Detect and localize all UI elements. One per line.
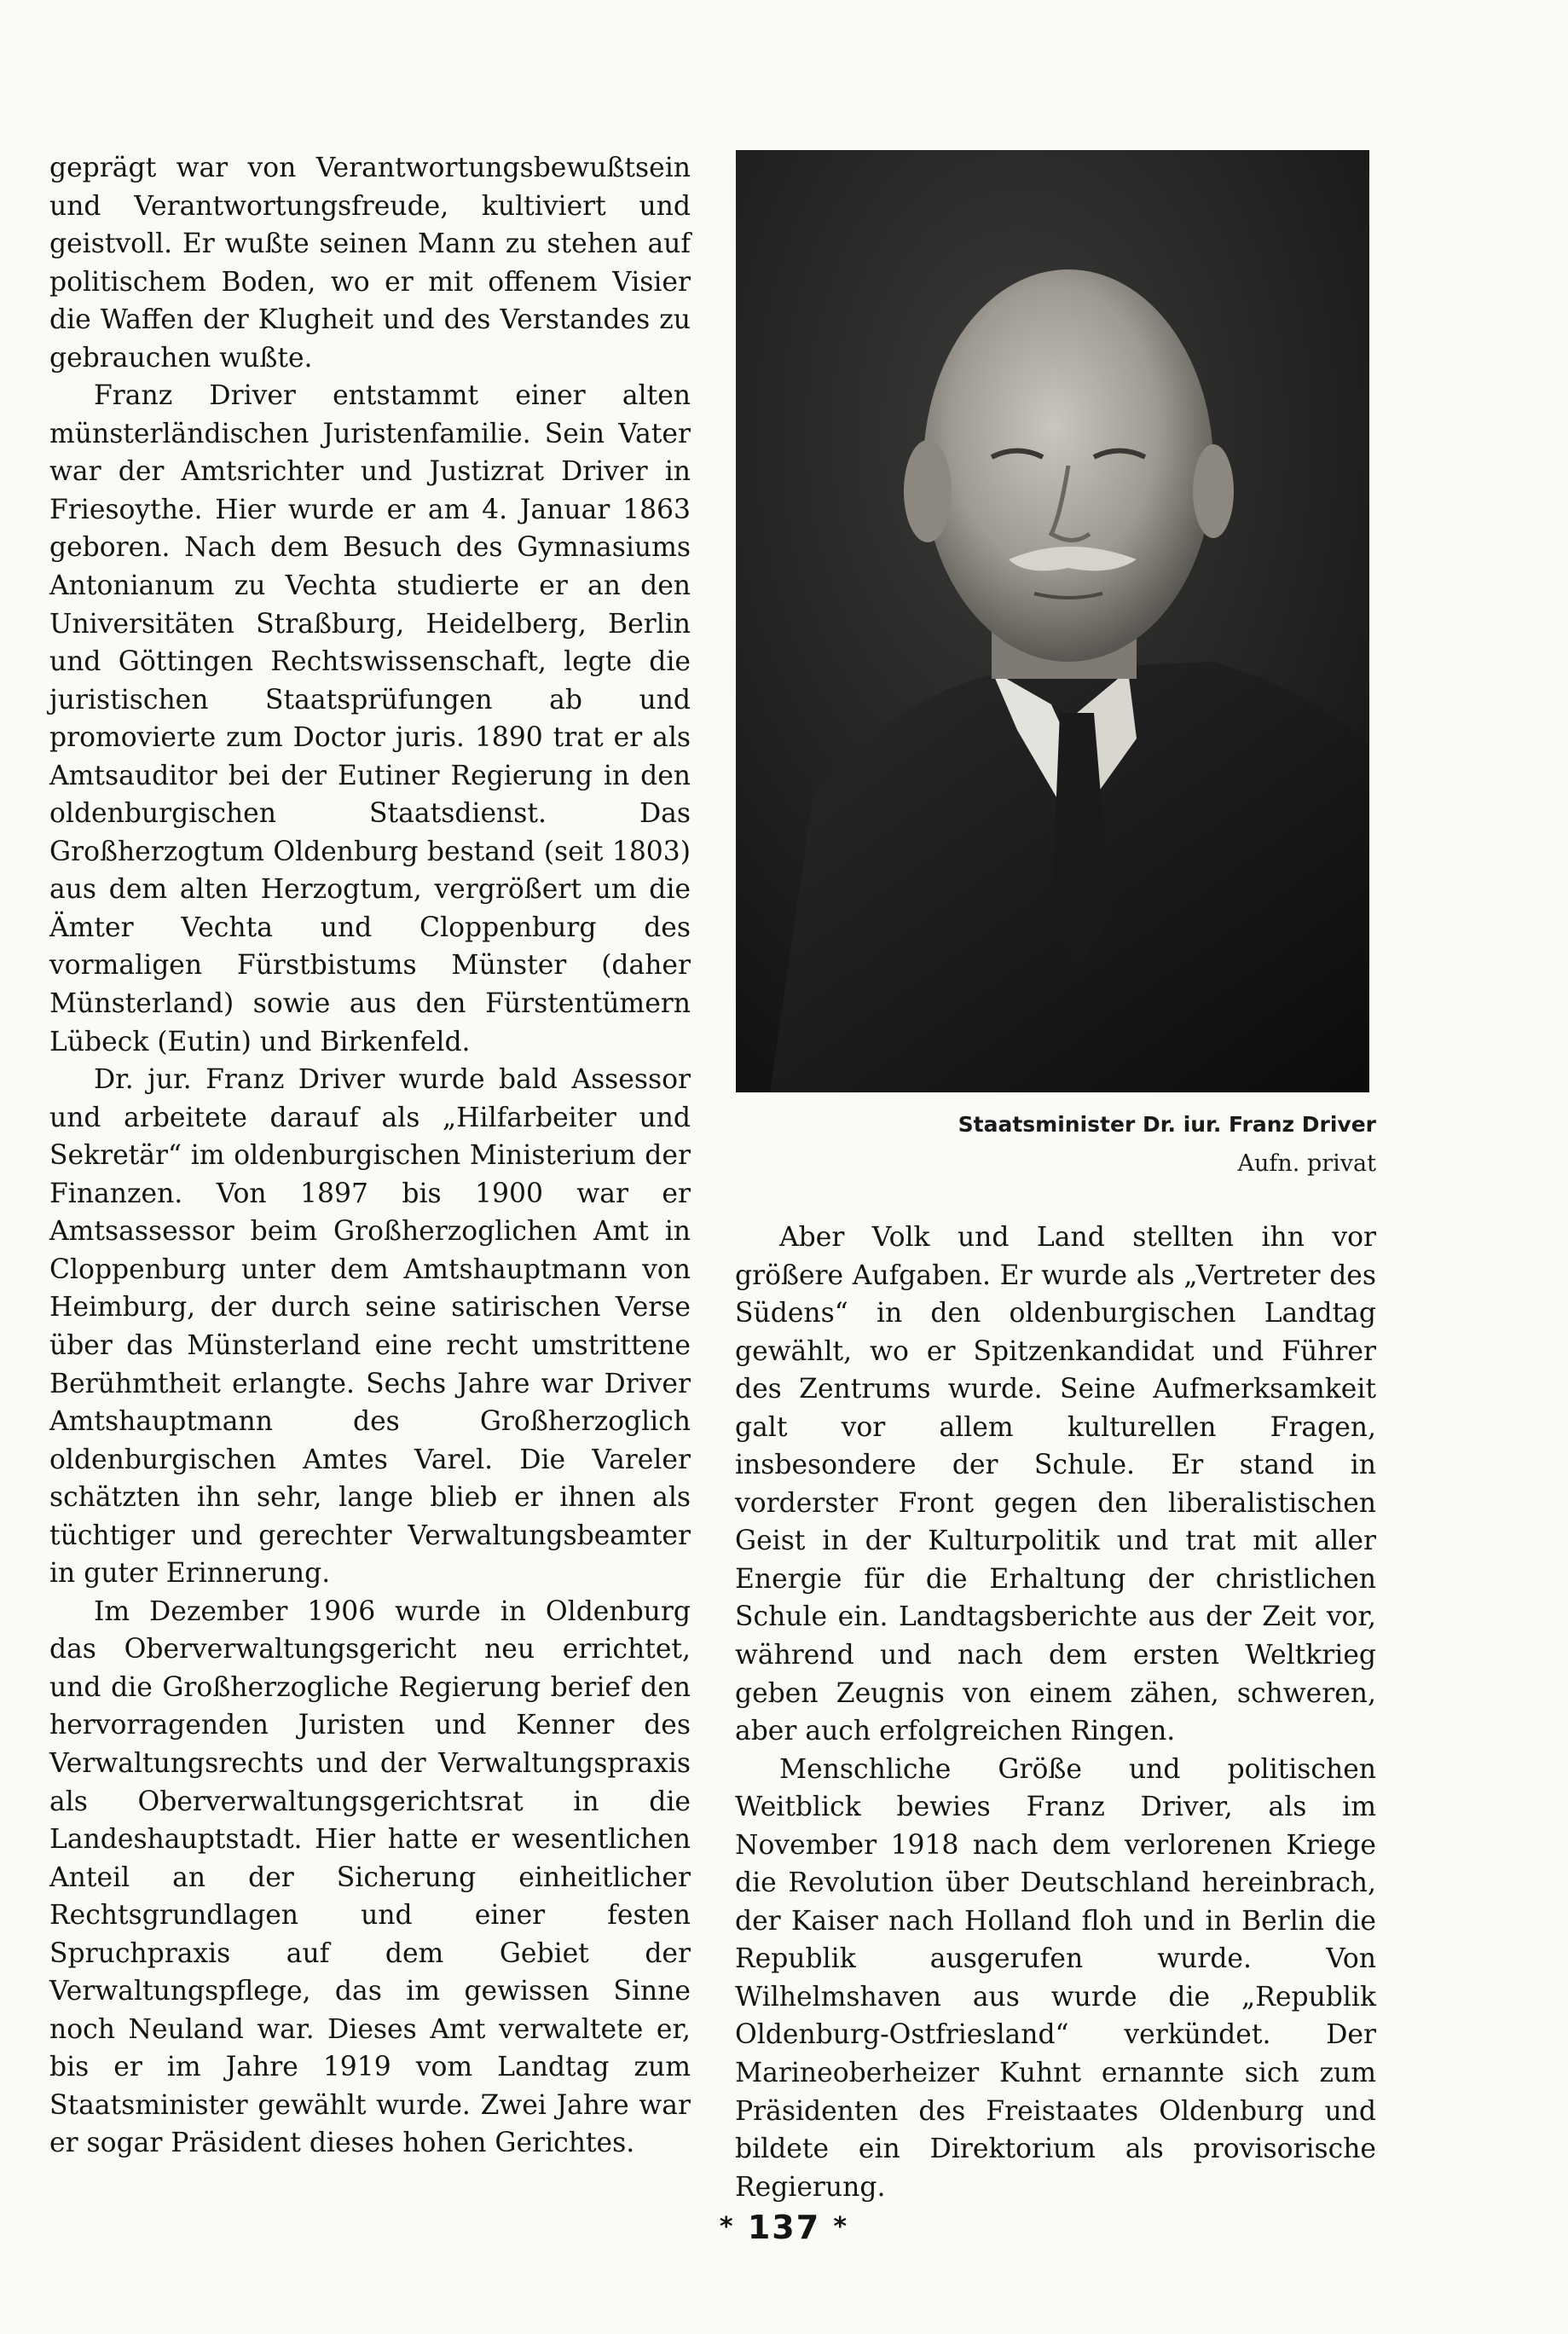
paragraph: Franz Driver entstammt einer alten münsterländischen Juristenfamilie. Sein Vater war der Amtsrichter und Justizrat Driver in Friesoythe. Hier wurde er am 4. Januar 1863 geboren. Nach dem Besuch des Gymnasiums Antonianum zu Vechta studierte er an den Universitäten Straßburg, Heidelberg, Berlin und Göttingen Rechtswissenschaft, legte die juristischen Staatsprüfungen ab und promovierte zum Doctor juris. 1890 trat er als Amtsauditor bei der Eutiner Regierung in den oldenburgischen Staatsdienst. Das Großherzogtum Oldenburg bestand (seit 1803) aus dem alten Herzogtum, vergrößert um die Ämter Vechta und Cloppenburg des vormaligen Fürstbistums Münster (daher Münsterland) sowie aus den Fürstentümern Lübeck (Eutin) und Birkenfeld. bbox=[49, 380, 691, 1057]
paragraph: geprägt war von Verantwortungsbewußtsein und Verantwortungsfreude, kultiviert und geistvoll. Er wußte seinen Mann zu stehen auf politischem Boden, wo er mit offenem Visier die Waffen der Klugheit und des Verstandes zu gebrauchen wußte. bbox=[49, 153, 691, 374]
photo-credit: Aufn. privat bbox=[1237, 1150, 1376, 1177]
portrait-image bbox=[736, 150, 1369, 1092]
paragraph: Aber Volk und Land stellten ihn vor größere Aufgaben. Er wurde als „Vertreter des Südens“ in den oldenburgischen Landtag gewählt, wo er Spitzenkandidat und Führer des Zentrums wurde. Seine Aufmerksamkeit galt vor allem kulturellen Fragen, insbesondere der Schule. Er stand in vorderster Front gegen den liberalistischen Geist in der Kulturpolitik und trat mit aller Energie für die Erhaltung der christlichen Schule ein. Landtagsberichte aus der Zeit vor, während und nach dem ersten Weltkrieg geben Zeugnis von einem zähen, schweren, aber auch erfolgreichen Ringen. bbox=[735, 1222, 1376, 1747]
right-text-column bbox=[735, 1219, 1376, 2206]
page-number-value: 137 bbox=[747, 2209, 821, 2246]
page-number bbox=[0, 2209, 1568, 2246]
paragraph: Dr. jur. Franz Driver wurde bald Assessor und arbeitete darauf als „Hilfarbeiter und Sekretär“ im oldenburgischen Ministerium der Finanzen. Von 1897 bis 1900 war er Amtsassessor beim Großherzoglichen Amt in Cloppenburg unter dem Amtshauptmann von Heimburg, der durch seine satirischen Verse über das Münsterland eine recht umstrittene Berühmtheit erlangte. Sechs Jahre war Driver Amtshauptmann des Großherzoglich oldenburgischen Amtes Varel. Die Vareler schätzten ihn sehr, lange blieb er ihnen als tüchtiger und gerechter Verwaltungsbeamter in guter Erinnerung. bbox=[49, 1064, 691, 1590]
paragraph: Im Dezember 1906 wurde in Oldenburg das Oberverwaltungsgericht neu errichtet, und die Großherzogliche Regierung berief den hervorragenden Juristen und Kenner des Verwaltungsrechts und der Verwaltungspraxis als Oberverwaltungsgerichtsrat in die Landeshauptstadt. Hier hatte er wesentlichen Anteil an der Sicherung einheitlicher Rechtsgrundlagen und einer festen Spruchpraxis auf dem Gebiet der Verwaltungspflege, das im gewissen Sinne noch Neuland war. Dieses Amt verwaltete er, bis er im Jahre 1919 vom Landtag zum Staatsminister gewählt wurde. Zwei Jahre war er sogar Präsident dieses hohen Gerichtes. bbox=[49, 1596, 691, 2159]
portrait-photo bbox=[736, 150, 1369, 1092]
photo-caption: Staatsminister Dr. iur. Franz Driver bbox=[958, 1112, 1376, 1137]
ornament-star: * bbox=[719, 2212, 735, 2242]
paragraph: Menschliche Größe und politischen Weitblick bewies Franz Driver, als im November 1918 nach dem verlorenen Kriege die Revolution über Deutschland hereinbrach, der Kaiser nach Holland floh und in Berlin die Republik ausgerufen wurde. Von Wilhelmshaven aus wurde die „Republik Oldenburg-Ostfriesland“ verkündet. Der Marineoberheizer Kuhnt ernannte sich zum Präsidenten des Freistaates Oldenburg und bildete ein Direktorium als provisorische Regierung. bbox=[735, 1753, 1376, 2203]
left-text-column bbox=[49, 149, 691, 2163]
ornament-star: * bbox=[833, 2212, 849, 2242]
